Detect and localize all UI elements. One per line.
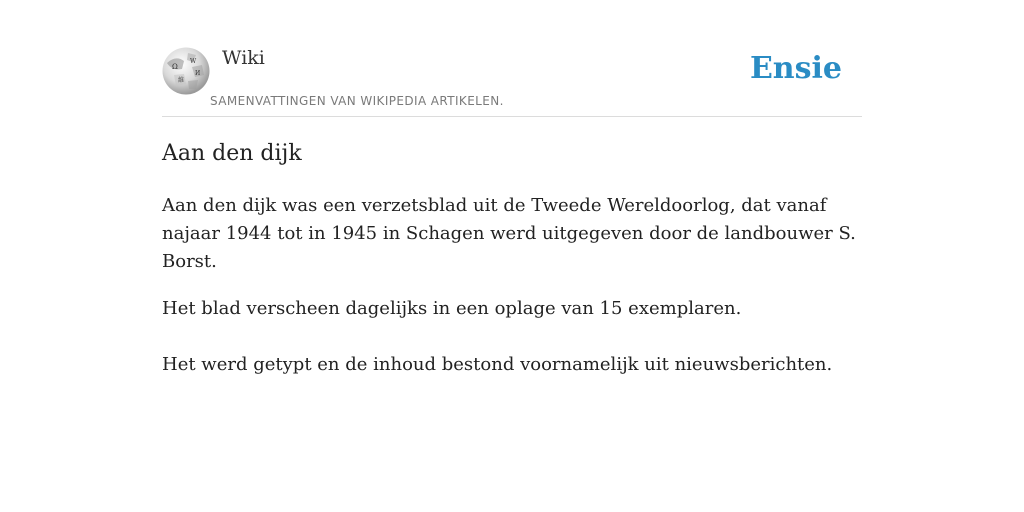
site-title[interactable]: Wiki [222,47,265,69]
site-tagline: SAMENVATTINGEN VAN WIKIPEDIA ARTIKELEN. [210,94,504,108]
svg-text:W: W [190,58,197,65]
article [162,138,862,379]
article-paragraph: Aan den dijk was een verzetsblad uit de Tweede Wereldoorlog, dat vanaf najaar 1944 tot in 1945 in Schagen werd uitgegeven door de landbouwer S. Borst. [162,195,856,272]
wikipedia-globe-icon[interactable] [162,47,210,95]
article-paragraph: Het werd getypt en de inhoud bestond voornamelijk uit nieuwsberichten. [162,354,833,375]
svg-text:И: И [195,70,201,77]
article-title: Aan den dijk [162,141,302,166]
svg-text:維: 維 [178,77,185,84]
article-paragraph: Het blad verscheen dagelijks in een oplage van 15 exemplaren. [162,298,742,319]
site-header [162,0,862,117]
brand-logo-link[interactable]: Ensie [749,51,842,86]
svg-text:Ω: Ω [172,63,178,71]
